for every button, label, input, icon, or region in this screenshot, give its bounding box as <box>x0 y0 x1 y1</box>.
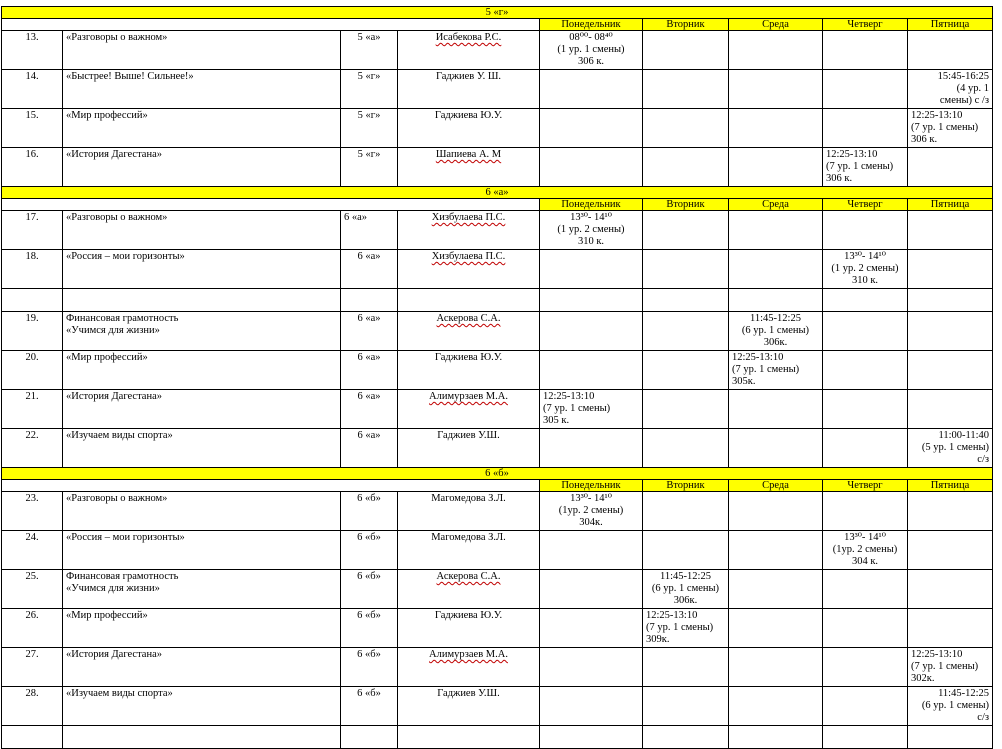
course-name <box>63 70 341 109</box>
course-name-line: «Мир профессий» <box>66 610 148 621</box>
time-slot-cell <box>540 211 643 250</box>
teacher-name <box>398 726 540 749</box>
time-slot-cell <box>540 148 643 187</box>
row-number: 13. <box>2 31 63 70</box>
table-row <box>2 70 993 109</box>
group-header-row <box>2 187 993 199</box>
time-slot-cell <box>823 70 908 109</box>
time-slot-line: 11:45-12:25 <box>750 313 801 324</box>
table-row <box>2 148 993 187</box>
time-slot-line: 13³⁰- 14¹⁰ <box>570 212 612 223</box>
table-row <box>2 492 993 531</box>
time-slot-line: 306 к. <box>826 173 853 184</box>
time-slot-line: 310 к. <box>851 275 879 286</box>
time-slot-cell <box>908 148 993 187</box>
time-slot-line: 13³⁰- 14¹⁰ <box>844 532 886 543</box>
teacher-name <box>398 148 540 187</box>
time-slot-cell <box>729 109 823 148</box>
time-slot-cell <box>643 289 729 312</box>
time-slot-cell <box>729 250 823 289</box>
class-label: 6 «а» <box>341 211 398 250</box>
table-row <box>2 726 993 749</box>
time-slot-cell <box>823 390 908 429</box>
table-row <box>2 289 993 312</box>
row-number <box>2 726 63 749</box>
teacher-name-text: Магомедова З.Л. <box>431 493 506 504</box>
row-number: 18. <box>2 250 63 289</box>
time-slot-cell <box>540 70 643 109</box>
time-slot-cell <box>823 609 908 648</box>
class-label <box>341 726 398 749</box>
time-slot-cell <box>729 648 823 687</box>
time-slot-cell <box>729 531 823 570</box>
teacher-name <box>398 570 540 609</box>
day-header-cell: Вторник <box>643 480 729 492</box>
course-name-line: «История Дагестана» <box>66 391 162 402</box>
time-slot-cell <box>908 429 993 468</box>
time-slot-cell <box>729 390 823 429</box>
teacher-name <box>398 31 540 70</box>
time-slot-line: 305к. <box>732 376 756 387</box>
time-slot-cell <box>643 70 729 109</box>
schedule-table <box>1 6 993 749</box>
time-slot-cell <box>729 351 823 390</box>
time-slot-cell <box>540 390 643 429</box>
day-header-blank <box>2 480 540 492</box>
course-name-line: «Россия – мои горизонты» <box>66 532 185 543</box>
time-slot-line: (1 ур. 2 смены) <box>831 263 899 274</box>
time-slot-line: (1 ур. 1 смены) <box>557 44 625 55</box>
course-name <box>63 570 341 609</box>
course-name <box>63 211 341 250</box>
row-number: 17. <box>2 211 63 250</box>
time-slot-line: 306к. <box>763 337 788 348</box>
time-slot-line: 12:25-13:10 <box>911 110 963 121</box>
time-slot-cell <box>729 31 823 70</box>
day-header-cell: Среда <box>729 19 823 31</box>
time-slot-line: 309к. <box>646 634 670 645</box>
class-label: 6 «а» <box>341 250 398 289</box>
time-slot-line: 13³⁰- 14¹⁰ <box>844 251 886 262</box>
time-slot-cell <box>643 31 729 70</box>
class-label: 5 «г» <box>341 70 398 109</box>
time-slot-line: (7 ур. 1 смены) <box>826 161 894 172</box>
day-header-blank <box>2 199 540 211</box>
teacher-name-text: Хизбулаева П.С. <box>431 212 506 223</box>
group-header-row <box>2 7 993 19</box>
time-slot-cell <box>643 211 729 250</box>
class-label: 5 «г» <box>341 109 398 148</box>
time-slot-cell <box>540 726 643 749</box>
class-label: 6 «а» <box>341 390 398 429</box>
teacher-name <box>398 351 540 390</box>
time-slot-line: 304к. <box>579 517 603 528</box>
course-name <box>63 687 341 726</box>
time-slot-line: 306 к. <box>911 134 938 145</box>
time-slot-cell <box>729 570 823 609</box>
course-name-line: Финансовая грамотность <box>66 313 179 324</box>
time-slot-cell <box>908 211 993 250</box>
time-slot-line: (6 ур. 1 смены) <box>741 325 810 336</box>
table-row <box>2 312 993 351</box>
teacher-name <box>398 429 540 468</box>
teacher-name <box>398 492 540 531</box>
course-name <box>63 148 341 187</box>
table-row <box>2 648 993 687</box>
course-name <box>63 429 341 468</box>
course-name-line: «Изучаем виды спорта» <box>66 430 173 441</box>
time-slot-cell <box>643 351 729 390</box>
time-slot-cell <box>729 289 823 312</box>
time-slot-cell <box>908 390 993 429</box>
day-header-cell: Пятница <box>908 480 993 492</box>
table-row <box>2 109 993 148</box>
table-row <box>2 609 993 648</box>
time-slot-cell <box>823 211 908 250</box>
time-slot-cell <box>908 31 993 70</box>
course-name <box>63 289 341 312</box>
teacher-name <box>398 250 540 289</box>
day-header-cell: Пятница <box>908 19 993 31</box>
time-slot-line: 12:25-13:10 <box>732 352 784 363</box>
time-slot-cell <box>908 109 993 148</box>
teacher-name-text: Шапиева А. М <box>435 149 502 160</box>
time-slot-line: с/з <box>977 454 990 465</box>
row-number: 16. <box>2 148 63 187</box>
day-header-cell: Вторник <box>643 19 729 31</box>
time-slot-cell <box>540 250 643 289</box>
class-label <box>341 289 398 312</box>
time-slot-line: (7 ур. 1 смены) <box>543 403 611 414</box>
day-header-cell: Понедельник <box>540 199 643 211</box>
teacher-name <box>398 648 540 687</box>
teacher-name-text: Хизбулаева П.С. <box>431 251 506 262</box>
class-label: 6 «а» <box>341 312 398 351</box>
day-header-cell: Вторник <box>643 199 729 211</box>
course-name <box>63 250 341 289</box>
time-slot-cell <box>643 726 729 749</box>
course-name-line: «Разговоры о важном» <box>66 493 168 504</box>
teacher-name-text: Алимурзаев М.А. <box>429 649 508 660</box>
time-slot-line: 11:00-11:40 <box>938 430 990 441</box>
time-slot-cell <box>729 312 823 351</box>
row-number: 25. <box>2 570 63 609</box>
course-name-line: «Разговоры о важном» <box>66 32 168 43</box>
time-slot-cell <box>908 609 993 648</box>
time-slot-cell <box>643 429 729 468</box>
time-slot-line: 12:25-13:10 <box>543 391 595 402</box>
teacher-name-text: Аскерова С.А. <box>436 571 501 582</box>
time-slot-line: 12:25-13:10 <box>646 610 698 621</box>
time-slot-cell <box>908 492 993 531</box>
course-name <box>63 31 341 70</box>
course-name-line: «Мир профессий» <box>66 110 148 121</box>
course-name-line: «Мир профессий» <box>66 352 148 363</box>
day-header-blank <box>2 19 540 31</box>
teacher-name-text: Гаджиева Ю.У. <box>434 110 503 121</box>
time-slot-cell <box>540 492 643 531</box>
row-number: 14. <box>2 70 63 109</box>
course-name-line: «Учимся для жизни» <box>66 583 160 594</box>
time-slot-line: (1ур. 2 смены) <box>558 505 624 516</box>
table-row <box>2 31 993 70</box>
course-name <box>63 109 341 148</box>
time-slot-cell <box>823 312 908 351</box>
table-row <box>2 250 993 289</box>
time-slot-line: 11:45-12:25 <box>660 571 711 582</box>
teacher-name <box>398 211 540 250</box>
time-slot-cell <box>540 429 643 468</box>
day-header-cell: Понедельник <box>540 19 643 31</box>
time-slot-line: 08⁰⁰- 08⁴⁰ <box>569 32 613 43</box>
course-name-line: «История Дагестана» <box>66 149 162 160</box>
time-slot-cell <box>643 148 729 187</box>
time-slot-line: (4 ур. 1 <box>956 83 990 94</box>
time-slot-cell <box>908 312 993 351</box>
day-header-row <box>2 199 993 211</box>
time-slot-line: (5 ур. 1 смены) <box>921 442 990 453</box>
teacher-name <box>398 609 540 648</box>
time-slot-cell <box>908 250 993 289</box>
table-row <box>2 570 993 609</box>
time-slot-cell <box>540 687 643 726</box>
time-slot-line: (7 ур. 1 смены) <box>646 622 714 633</box>
table-row <box>2 429 993 468</box>
time-slot-line: с/з <box>977 712 990 723</box>
row-number: 27. <box>2 648 63 687</box>
time-slot-line: 302к. <box>911 673 935 684</box>
group-title: 6 «б» <box>2 468 993 480</box>
teacher-name-text: Магомедова З.Л. <box>431 532 506 543</box>
time-slot-line: 304 к. <box>851 556 879 567</box>
time-slot-cell <box>823 351 908 390</box>
course-name-line: «Учимся для жизни» <box>66 325 160 336</box>
class-label: 6 «а» <box>341 429 398 468</box>
row-number <box>2 289 63 312</box>
time-slot-cell <box>823 531 908 570</box>
course-name-line: «Изучаем виды спорта» <box>66 688 173 699</box>
course-name <box>63 609 341 648</box>
time-slot-cell <box>729 70 823 109</box>
teacher-name <box>398 531 540 570</box>
time-slot-cell <box>643 109 729 148</box>
table-row <box>2 531 993 570</box>
time-slot-line: (1ур. 2 смены) <box>832 544 898 555</box>
teacher-name-text: Гаджиев У.Ш. <box>437 430 500 441</box>
row-number: 28. <box>2 687 63 726</box>
course-name-line: «Россия – мои горизонты» <box>66 251 185 262</box>
time-slot-cell <box>643 390 729 429</box>
time-slot-cell <box>729 726 823 749</box>
class-label: 6 «б» <box>341 570 398 609</box>
time-slot-line: (7 ур. 1 смены) <box>732 364 800 375</box>
teacher-name <box>398 390 540 429</box>
time-slot-cell <box>540 570 643 609</box>
time-slot-line: 11:45-12:25 <box>938 688 990 699</box>
course-name <box>63 531 341 570</box>
time-slot-cell <box>643 312 729 351</box>
time-slot-cell <box>908 570 993 609</box>
row-number: 26. <box>2 609 63 648</box>
table-row <box>2 687 993 726</box>
time-slot-cell <box>729 148 823 187</box>
row-number: 21. <box>2 390 63 429</box>
class-label: 5 «а» <box>341 31 398 70</box>
time-slot-cell <box>729 687 823 726</box>
time-slot-line: 15:45-16:25 <box>937 71 990 82</box>
day-header-cell: Среда <box>729 199 823 211</box>
teacher-name-text: Алимурзаев М.А. <box>429 391 508 402</box>
time-slot-cell <box>540 351 643 390</box>
row-number: 15. <box>2 109 63 148</box>
table-row <box>2 211 993 250</box>
row-number: 23. <box>2 492 63 531</box>
teacher-name <box>398 109 540 148</box>
time-slot-line: (6 ур. 1 смены) <box>651 583 720 594</box>
time-slot-line: 310 к. <box>577 236 605 247</box>
time-slot-cell <box>908 687 993 726</box>
class-label: 6 «б» <box>341 648 398 687</box>
time-slot-line: (6 ур. 1 смены) <box>921 700 990 711</box>
teacher-name-text: Гаджиева Ю.У. <box>434 610 503 621</box>
time-slot-line: 306 к. <box>577 56 605 67</box>
course-name <box>63 351 341 390</box>
time-slot-cell <box>823 726 908 749</box>
time-slot-cell <box>908 70 993 109</box>
time-slot-line: 305 к. <box>543 415 570 426</box>
time-slot-cell <box>823 687 908 726</box>
time-slot-cell <box>643 492 729 531</box>
class-label: 6 «а» <box>341 351 398 390</box>
time-slot-cell <box>823 570 908 609</box>
course-name <box>63 492 341 531</box>
row-number: 22. <box>2 429 63 468</box>
teacher-name <box>398 687 540 726</box>
time-slot-line: 12:25-13:10 <box>911 649 963 660</box>
teacher-name-text: Гаджиев У.Ш. <box>437 688 500 699</box>
group-header-row <box>2 468 993 480</box>
course-name <box>63 390 341 429</box>
time-slot-cell <box>643 687 729 726</box>
time-slot-cell <box>823 289 908 312</box>
table-row <box>2 351 993 390</box>
time-slot-line: 13³⁰- 14¹⁰ <box>570 493 612 504</box>
time-slot-cell <box>643 609 729 648</box>
time-slot-cell <box>823 109 908 148</box>
time-slot-cell <box>643 648 729 687</box>
time-slot-cell <box>540 31 643 70</box>
time-slot-line: (7 ур. 1 смены) <box>911 122 979 133</box>
group-title: 6 «а» <box>2 187 993 199</box>
time-slot-cell <box>823 648 908 687</box>
time-slot-line: смены) с /з <box>939 95 990 106</box>
time-slot-cell <box>729 211 823 250</box>
day-header-row <box>2 19 993 31</box>
time-slot-line: 12:25-13:10 <box>826 149 878 160</box>
time-slot-line: (7 ур. 1 смены) <box>911 661 979 672</box>
table-row <box>2 390 993 429</box>
time-slot-cell <box>908 726 993 749</box>
day-header-cell: Четверг <box>823 480 908 492</box>
time-slot-cell <box>540 312 643 351</box>
course-name-line: Финансовая грамотность <box>66 571 179 582</box>
row-number: 24. <box>2 531 63 570</box>
time-slot-cell <box>908 531 993 570</box>
time-slot-cell <box>540 648 643 687</box>
time-slot-cell <box>643 250 729 289</box>
time-slot-cell <box>540 609 643 648</box>
time-slot-cell <box>729 609 823 648</box>
row-number: 19. <box>2 312 63 351</box>
time-slot-line: 306к. <box>673 595 698 606</box>
time-slot-cell <box>908 648 993 687</box>
time-slot-cell <box>540 289 643 312</box>
time-slot-cell <box>643 570 729 609</box>
course-name <box>63 726 341 749</box>
time-slot-cell <box>540 109 643 148</box>
time-slot-cell <box>729 492 823 531</box>
course-name-line: «Разговоры о важном» <box>66 212 168 223</box>
day-header-row <box>2 480 993 492</box>
teacher-name-text: Исабекова Р.С. <box>435 32 502 43</box>
time-slot-cell <box>540 531 643 570</box>
day-header-cell: Пятница <box>908 199 993 211</box>
time-slot-cell <box>908 289 993 312</box>
time-slot-cell <box>908 351 993 390</box>
day-header-cell: Четверг <box>823 19 908 31</box>
class-label: 5 «г» <box>341 148 398 187</box>
teacher-name-text: Гаджиева Ю.У. <box>434 352 503 363</box>
time-slot-cell <box>823 492 908 531</box>
day-header-cell: Понедельник <box>540 480 643 492</box>
group-title: 5 «г» <box>2 7 993 19</box>
course-name <box>63 312 341 351</box>
time-slot-cell <box>729 429 823 468</box>
teacher-name <box>398 312 540 351</box>
time-slot-cell <box>823 250 908 289</box>
teacher-name-text: Аскерова С.А. <box>436 313 501 324</box>
day-header-cell: Четверг <box>823 199 908 211</box>
teacher-name <box>398 289 540 312</box>
class-label: 6 «б» <box>341 609 398 648</box>
class-label: 6 «б» <box>341 531 398 570</box>
day-header-cell: Среда <box>729 480 823 492</box>
course-name-line: «Быстрее! Выше! Сильнее!» <box>66 71 194 82</box>
time-slot-cell <box>823 31 908 70</box>
time-slot-cell <box>823 148 908 187</box>
time-slot-line: (1 ур. 2 смены) <box>557 224 625 235</box>
class-label: 6 «б» <box>341 687 398 726</box>
time-slot-cell <box>823 429 908 468</box>
course-name-line: «История Дагестана» <box>66 649 162 660</box>
time-slot-cell <box>643 531 729 570</box>
course-name <box>63 648 341 687</box>
row-number: 20. <box>2 351 63 390</box>
class-label: 6 «б» <box>341 492 398 531</box>
teacher-name <box>398 70 540 109</box>
teacher-name-text: Гаджиев У. Ш. <box>435 71 502 82</box>
